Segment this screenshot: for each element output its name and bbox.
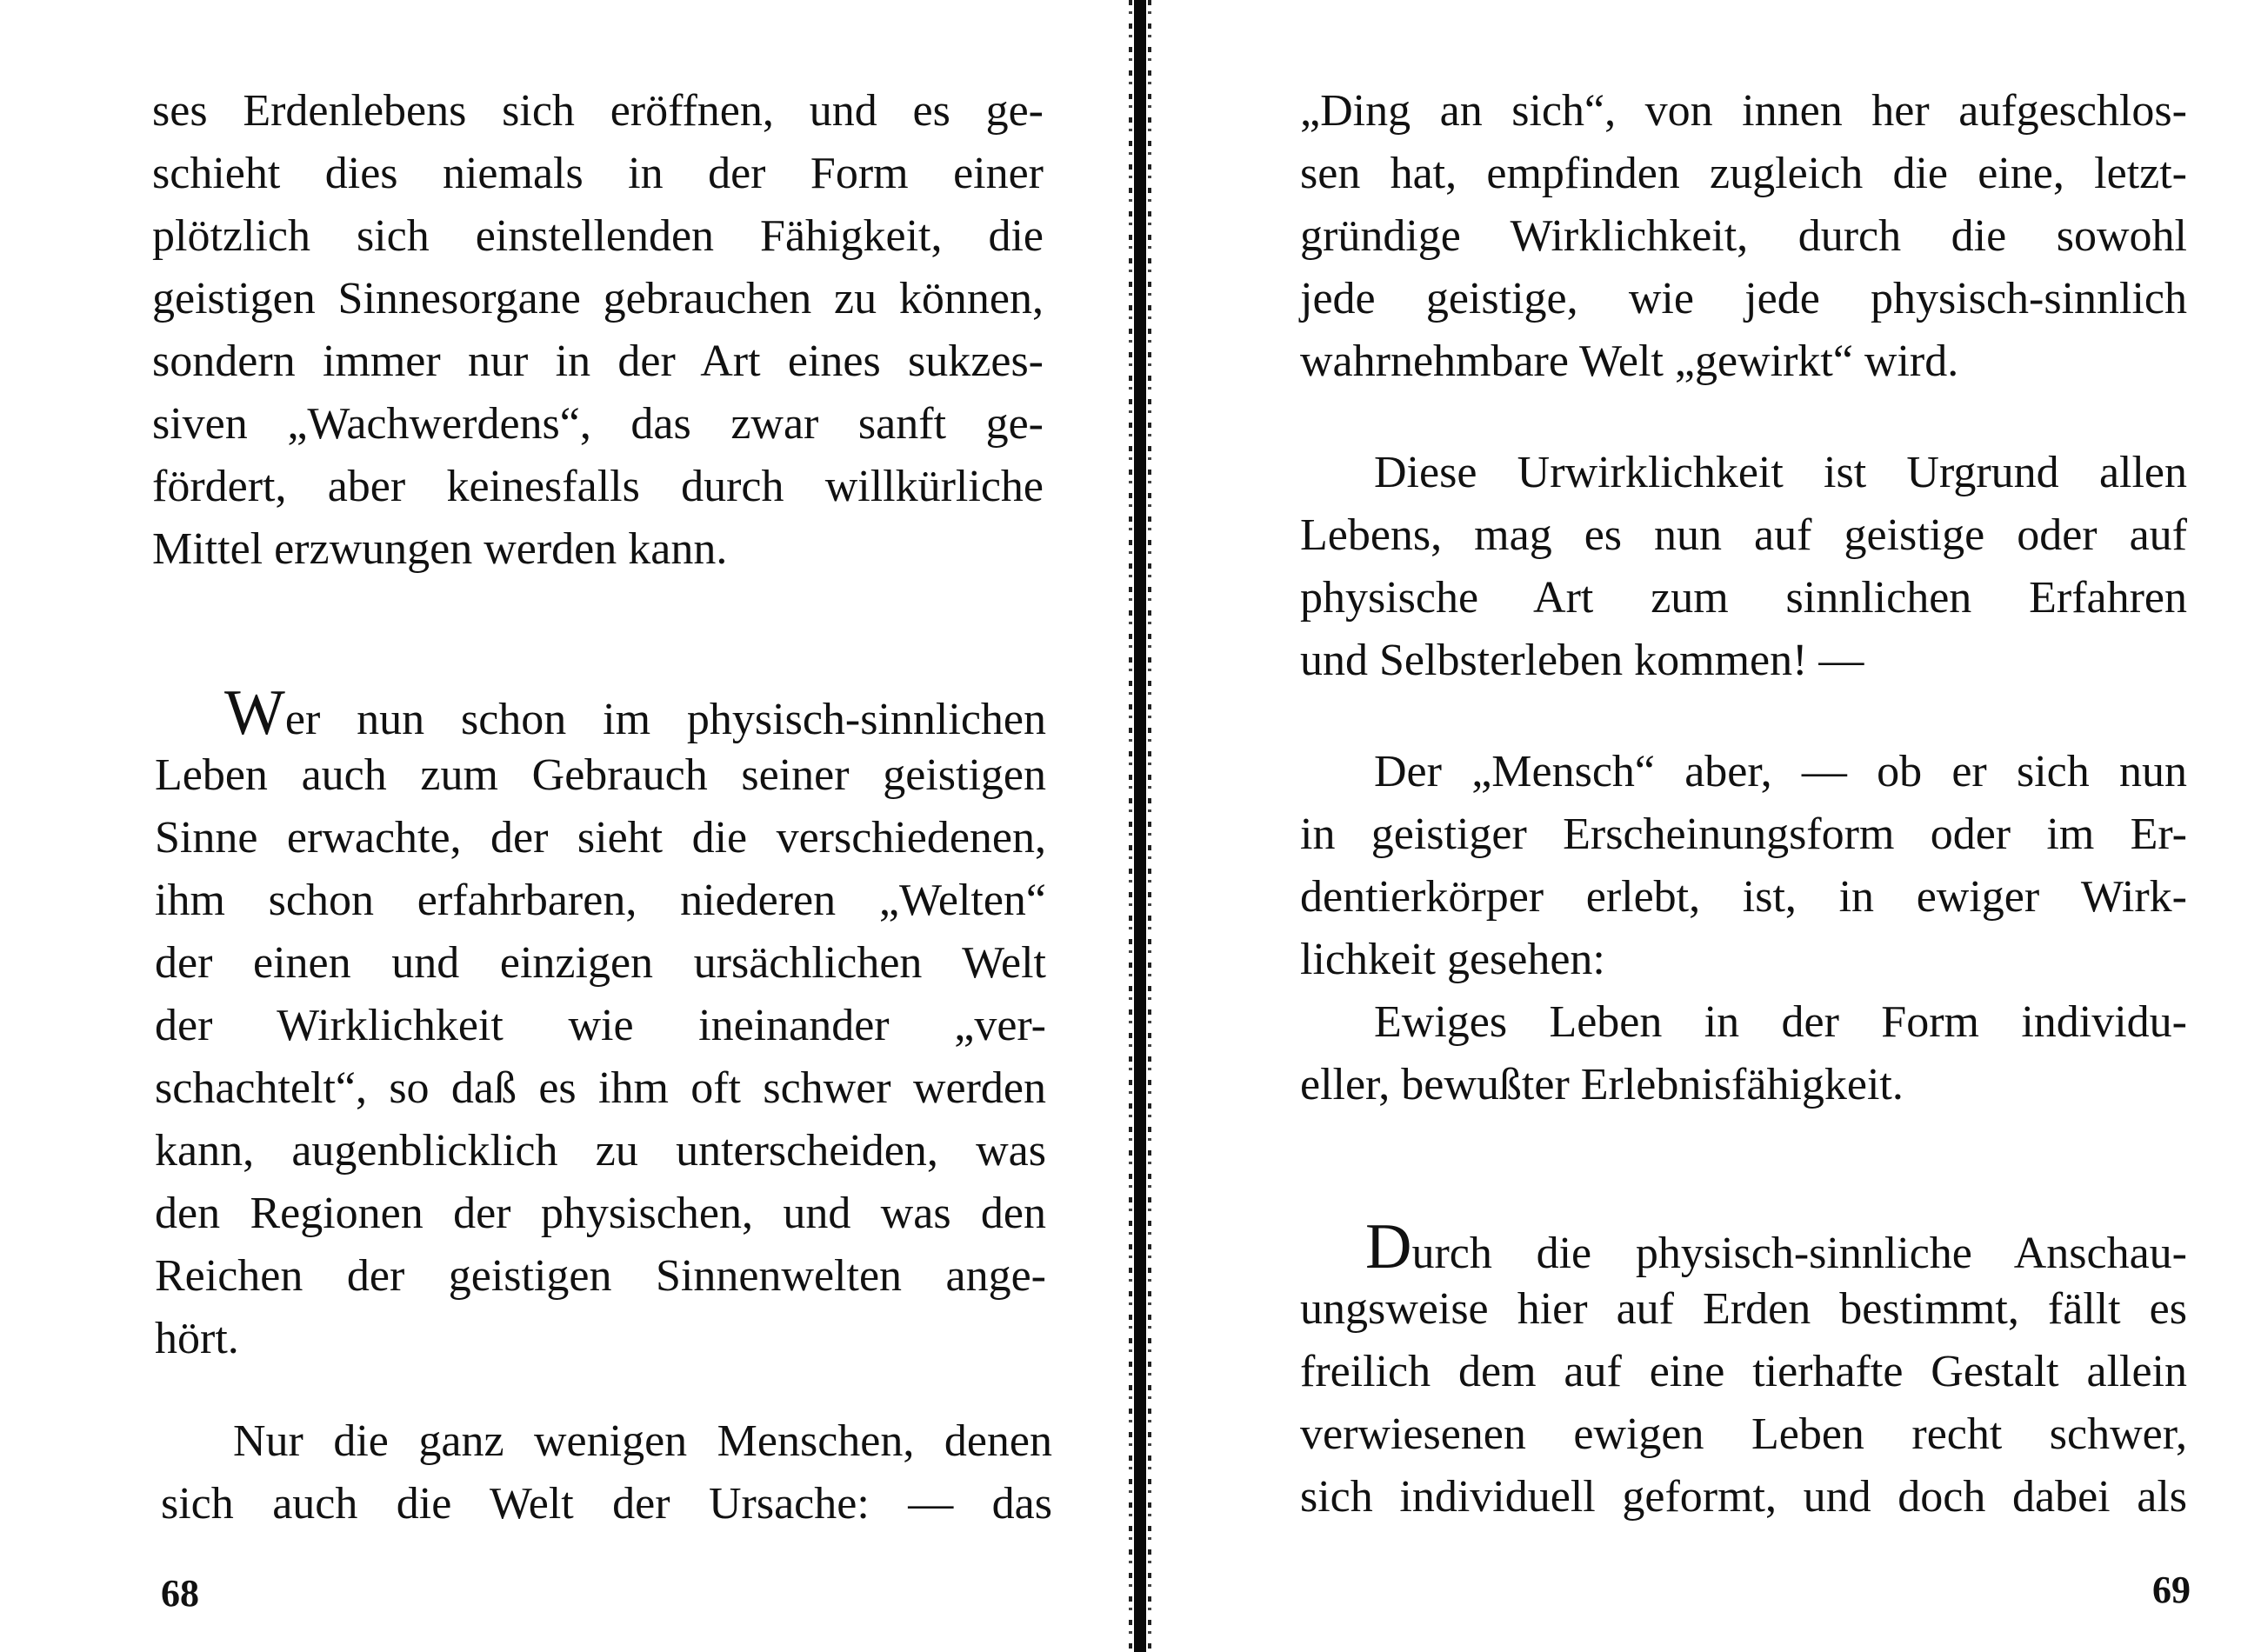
right-para5-line: verwiesenen ewigen Leben recht schwer, <box>1300 1409 2187 1459</box>
left-para2-line: der einen und einzigen ursächlichen Welt <box>155 938 1046 988</box>
right-para3-line: lichkeit gesehen: <box>1300 935 1605 984</box>
right-para5-first-line-text: urch die physisch-sinnliche Anschau- <box>1411 1229 2187 1278</box>
left-para2-first-line-text: er nun schon im physisch-sinnlichen <box>284 695 1046 744</box>
left-para2-line: schachtelt“, so daß es ihm oft schwer werden <box>155 1063 1046 1113</box>
right-para2-line: Lebens, mag es nun auf geistige oder auf <box>1300 510 2187 560</box>
right-para3-line: dentierkörper erlebt, ist, in ewiger Wirk- <box>1300 872 2187 922</box>
left-para2-line: hört. <box>155 1314 239 1363</box>
right-para5-line: freilich dem auf eine tierhafte Gestalt allein <box>1300 1347 2187 1396</box>
right-para3-line: Der „Mensch“ aber, — ob er sich nun <box>1374 747 2187 796</box>
left-para2-line: kann, augenblicklich zu unterscheiden, was <box>155 1126 1046 1176</box>
right-para4-line: eller, bewußter Erlebnisfähigkeit. <box>1300 1060 1904 1109</box>
page-number: 69 <box>2152 1569 2191 1611</box>
book-gutter <box>1122 0 1157 1652</box>
right-para1-line: sen hat, empfinden zugleich die eine, letzt- <box>1300 149 2187 198</box>
left-para2-line: der Wirklichkeit wie ineinander „ver- <box>155 1001 1046 1050</box>
drop-initial: W <box>224 677 285 749</box>
right-para2-line: Diese Urwirklichkeit ist Urgrund allen <box>1374 448 2187 497</box>
right-para5-line: ungsweise hier auf Erden bestimmt, fällt es <box>1300 1284 2187 1334</box>
left-para3-line: Nur die ganz wenigen Menschen, denen <box>233 1416 1052 1466</box>
right-para1-line: jede geistige, wie jede physisch-sinnlich <box>1300 274 2187 323</box>
left-page <box>0 0 1122 1652</box>
left-para2-line: ihm schon erfahrbaren, niederen „Welten“ <box>155 876 1046 925</box>
left-para1-line: schieht dies niemals in der Form einer <box>152 149 1044 198</box>
page-number: 68 <box>161 1572 199 1615</box>
right-para5-first-line <box>1365 1211 2187 1282</box>
right-para5-line: sich individuell geformt, und doch dabei als <box>1300 1472 2187 1522</box>
right-para1-line: wahrnehmbare Welt „gewirkt“ wird. <box>1300 336 1959 386</box>
right-para2-line: und Selbsterleben kommen! — <box>1300 636 1864 685</box>
left-para2-line: Reichen der geistigen Sinnenwelten ange- <box>155 1251 1046 1301</box>
right-page <box>1157 0 2261 1652</box>
left-para1-line: fördert, aber keinesfalls durch willkürliche <box>152 462 1044 511</box>
left-para2-line: Leben auch zum Gebrauch seiner geistigen <box>155 750 1046 800</box>
left-para1-line: siven „Wachwerdens“, das zwar sanft ge- <box>152 399 1044 449</box>
left-para3-line: sich auch die Welt der Ursache: — das <box>161 1479 1052 1529</box>
left-para2-line: den Regionen der physischen, und was den <box>155 1189 1046 1238</box>
right-para1-line: „Ding an sich“, von innen her aufgeschlos- <box>1300 86 2187 136</box>
left-para1-line: ses Erdenlebens sich eröffnen, und es ge- <box>152 86 1044 136</box>
left-para2-line: Sinne erwachte, der sieht die verschiedenen, <box>155 813 1046 863</box>
left-para1-line: geistigen Sinnesorgane gebrauchen zu können, <box>152 274 1044 323</box>
left-para2-first-line <box>224 677 1046 749</box>
right-para3-line: in geistiger Erscheinungsform oder im Er- <box>1300 809 2187 859</box>
drop-initial: D <box>1365 1211 1412 1282</box>
left-para1-line: sondern immer nur in der Art eines sukzes- <box>152 336 1044 386</box>
left-para1-line: Mittel erzwungen werden kann. <box>152 524 728 574</box>
left-para1-line: plötzlich sich einstellenden Fähigkeit, die <box>152 211 1044 261</box>
right-para4-line: Ewiges Leben in der Form individu- <box>1374 997 2187 1047</box>
right-para2-line: physische Art zum sinnlichen Erfahren <box>1300 573 2187 623</box>
right-para1-line: gründige Wirklichkeit, durch die sowohl <box>1300 211 2187 261</box>
